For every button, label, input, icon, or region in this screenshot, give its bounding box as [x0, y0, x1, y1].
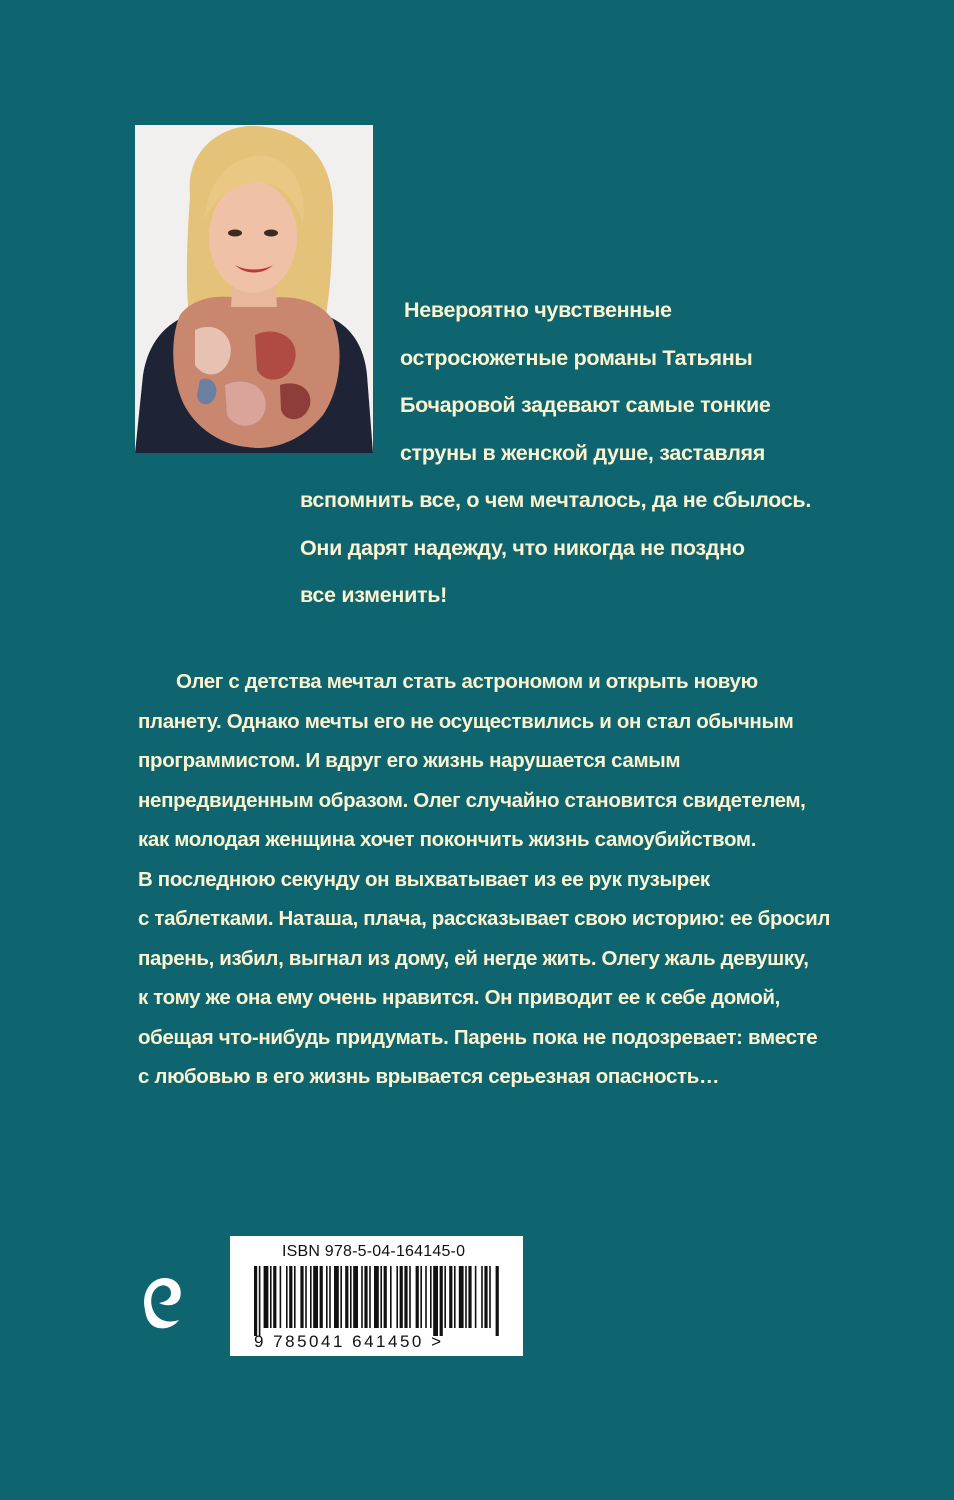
barcode-bar	[484, 1266, 487, 1328]
barcode-bar	[425, 1266, 427, 1328]
annotation-line: к тому же она ему очень нравится. Он приводит ее к себе домой,	[138, 986, 780, 1009]
annotation-line: В последнюю секунду он выхватывает из ее рук пузырек	[138, 867, 710, 891]
barcode-bar	[440, 1266, 443, 1336]
barcode-bar	[305, 1266, 307, 1328]
barcode-bar	[454, 1266, 456, 1328]
barcode-bar	[259, 1266, 261, 1336]
annotation-line: парень, избил, выгнал из дому, ей негде жить. Олегу жаль девушку,	[138, 946, 809, 970]
barcode-bar	[430, 1266, 432, 1328]
barcode-bar	[390, 1266, 392, 1328]
isbn-barcode-block	[230, 1236, 523, 1356]
barcode-bar	[449, 1266, 452, 1328]
barcode-bar	[273, 1266, 276, 1328]
blurb-line: струны в женской душе, заставляя	[400, 440, 766, 465]
barcode-bar	[404, 1266, 407, 1328]
barcode-bar	[400, 1266, 403, 1328]
annotation-line: как молодая женщина хочет покончить жизнь самоубийством.	[138, 828, 757, 851]
barcode-bar	[320, 1266, 323, 1328]
barcode-bar	[459, 1266, 464, 1328]
annotation-line: обещая что-нибудь придумать. Парень пока не подозревает: вместе	[138, 1025, 818, 1049]
annotation-text	[138, 662, 830, 1097]
annotation-line: с любовью в его жизнь врывается серьезная опасность…	[138, 1065, 720, 1088]
barcode-bar	[313, 1266, 318, 1328]
barcode-bar	[264, 1266, 269, 1328]
barcode-bar	[489, 1266, 491, 1328]
barcode-bar	[340, 1266, 342, 1328]
barcode-bar	[468, 1266, 471, 1328]
barcode-bar	[361, 1266, 363, 1328]
barcode-bar	[369, 1266, 371, 1328]
barcode-bar	[329, 1266, 331, 1328]
barcode-bar	[294, 1266, 296, 1328]
barcode-bar	[444, 1266, 446, 1328]
blurb-line: Бочаровой задевают самые тонкие	[400, 393, 771, 417]
barcode-bar	[384, 1266, 387, 1328]
blurb-line: вспомнить все, о чем мечталось, да не сбылось.	[300, 488, 812, 512]
barcode-bar	[416, 1266, 419, 1328]
annotation-line: Олег с детства мечтал стать астрономом и открыть новую	[176, 670, 758, 693]
eksmo-logo-icon	[137, 1270, 187, 1335]
barcode-bar	[465, 1266, 467, 1328]
blurb-text	[300, 287, 812, 620]
barcode-bar	[481, 1266, 483, 1328]
barcode-bar	[374, 1266, 379, 1328]
blurb-line: все изменить!	[300, 583, 448, 607]
barcode-bar	[345, 1266, 348, 1328]
blurb-line: остросюжетные романы Татьяны	[400, 345, 753, 370]
barcode-bar	[396, 1266, 398, 1328]
barcode-bar	[364, 1266, 367, 1328]
barcode-bar	[270, 1266, 272, 1328]
barcode-bar	[496, 1266, 499, 1336]
barcode-bar	[350, 1266, 352, 1328]
annotation-line: программистом. И вдруг его жизнь нарушается самым	[138, 749, 681, 772]
barcode	[252, 1266, 502, 1336]
barcode-bar	[254, 1266, 257, 1336]
blurb-line: Они дарят надежду, что никогда не поздно	[300, 535, 745, 560]
barcode-bar	[289, 1266, 292, 1328]
barcode-bar	[280, 1266, 282, 1328]
ean-digits: 9 785041 641450 >	[254, 1332, 444, 1351]
annotation-line: непредвиденным образом. Олег случайно становится свидетелем,	[138, 788, 806, 812]
barcode-bar	[310, 1266, 312, 1328]
barcode-bar	[300, 1266, 303, 1328]
barcode-bar	[409, 1266, 411, 1328]
barcode-bar	[286, 1266, 288, 1328]
annotation-line: с таблетками. Наташа, плача, рассказывает свою историю: ее бросил	[138, 907, 830, 930]
barcode-bar	[334, 1266, 339, 1328]
barcode-bar	[353, 1266, 358, 1328]
annotation-line: планету. Однако мечты его не осуществились и он стал обычным	[138, 709, 794, 733]
barcode-bar	[420, 1266, 422, 1328]
blurb-line: Невероятно чувственные	[404, 298, 672, 322]
isbn-label: ISBN 978-5-04-164145-0	[282, 1243, 466, 1260]
barcode-bar	[433, 1266, 438, 1336]
barcode-bar	[475, 1266, 477, 1328]
barcode-bar	[326, 1266, 328, 1328]
barcode-bar	[380, 1266, 382, 1328]
